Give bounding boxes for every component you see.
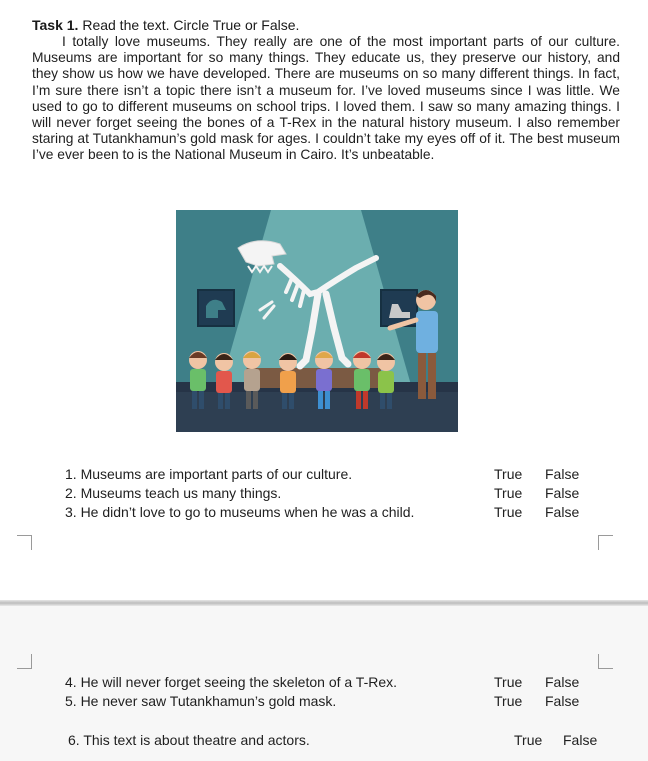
question-2-false-option[interactable]: False <box>545 485 580 501</box>
question-4-false-option[interactable]: False <box>545 674 580 690</box>
reading-passage: I totally love museums. They really are one of the most important parts of our culture. Museums are important for so many things. They educate us, they preserve our history, and they show us how we have developed. There are museums on so many different things. In fact, I’m sure there isn’t a topic there isn’t a museum for. I’ve loved museums since I was little. We used to go to different museums on school trips. I loved them. I saw so many amazing things. I will never forget seeing the bones of a T-Rex in the natural history museum. I also remember staring at Tutankhamun’s gold mask for ages. I couldn’t take my eyes off of it. The best museum I’ve ever been to is the National Museum in Cairo. It’s unbeatable. <box>32 34 620 163</box>
question-2-true-option[interactable]: True <box>494 485 523 501</box>
page-corner-mark <box>598 535 613 550</box>
question-1-true-option[interactable]: True <box>494 466 523 482</box>
question-2-text: 2. Museums teach us many things. <box>65 485 282 501</box>
question-5-true-option[interactable]: True <box>494 693 523 709</box>
group-of-children <box>189 351 395 409</box>
question-3-text: 3. He didn’t love to go to museums when he was a child. <box>65 504 415 520</box>
task-instruction: Read the text. Circle True or False. <box>82 17 300 33</box>
page-corner-mark <box>17 535 32 550</box>
question-3-false-option[interactable]: False <box>545 504 580 520</box>
museum-dinosaur-skeleton-illustration <box>176 210 458 432</box>
question-6-false-option[interactable]: False <box>563 732 598 748</box>
question-6-true-option[interactable]: True <box>514 732 543 748</box>
question-1-text: 1. Museums are important parts of our culture. <box>65 466 353 482</box>
question-4-true-option[interactable]: True <box>494 674 523 690</box>
question-4-text: 4. He will never forget seeing the skeleton of a T-Rex. <box>65 674 398 690</box>
page-corner-mark <box>598 654 613 669</box>
task-heading <box>32 17 299 34</box>
question-6-text: 6. This text is about theatre and actors. <box>68 732 310 748</box>
task-number: Task 1. <box>32 17 79 33</box>
question-1-false-option[interactable]: False <box>545 466 580 482</box>
question-5-false-option[interactable]: False <box>545 693 580 709</box>
page-corner-mark <box>17 654 32 669</box>
question-5-text: 5. He never saw Tutankhamun’s gold mask. <box>65 693 337 709</box>
question-3-true-option[interactable]: True <box>494 504 523 520</box>
